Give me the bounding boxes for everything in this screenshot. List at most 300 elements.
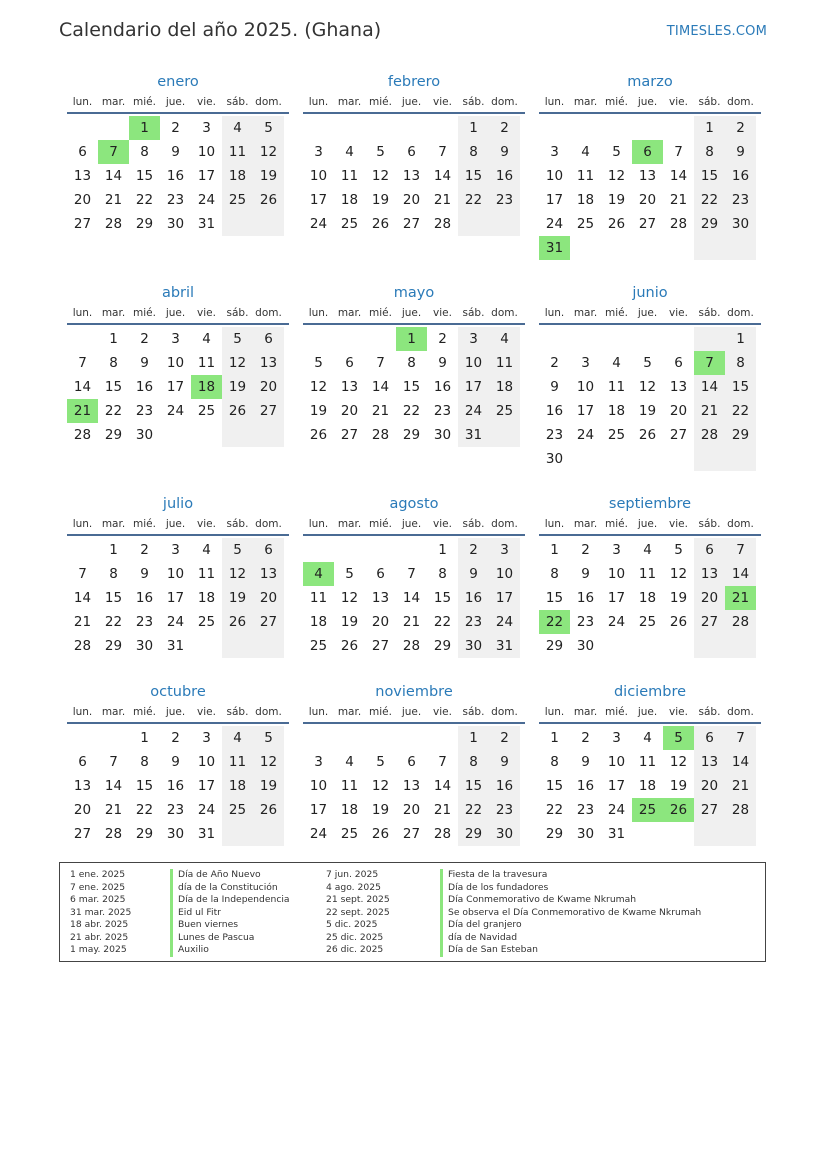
day-cell: 22 <box>402 403 421 419</box>
day-cell: 25 <box>607 427 626 443</box>
day-cell: 9 <box>489 750 520 774</box>
day-cell: 24 <box>166 403 185 419</box>
day-cell: 23 <box>166 802 185 818</box>
weekday-header <box>303 704 525 724</box>
weekday-label: mié. <box>605 518 628 530</box>
weekday-label: mar. <box>573 518 598 530</box>
weekday-label: sáb. <box>462 307 485 319</box>
day-cell: 9 <box>140 566 149 582</box>
day-cell: 15 <box>458 774 489 798</box>
day-cell: 7 <box>407 566 416 582</box>
legend-date: 18 abr. 2025 <box>70 919 129 930</box>
weekday-label: vie. <box>433 307 452 319</box>
day-cell: 12 <box>222 562 253 586</box>
empty-cell <box>253 212 284 236</box>
day-cell: 12 <box>371 778 390 794</box>
day-cell: 2 <box>489 726 520 750</box>
weekday-label: mié. <box>605 706 628 718</box>
empty-cell <box>539 116 570 140</box>
day-cell: 11 <box>197 355 216 371</box>
day-cell: 8 <box>458 140 489 164</box>
empty-cell <box>663 447 694 471</box>
day-cell: 2 <box>140 542 149 558</box>
day-grid <box>303 325 525 447</box>
legend-date: 7 jun. 2025 <box>326 869 379 880</box>
day-cell: 29 <box>458 822 489 846</box>
day-cell: 27 <box>253 399 284 423</box>
weekday-label: lun. <box>308 706 329 718</box>
legend-holiday-name: Buen viernes <box>178 919 239 930</box>
day-cell: 30 <box>576 826 595 842</box>
empty-cell <box>489 423 520 447</box>
day-cell: 23 <box>576 802 595 818</box>
day-cell: 14 <box>725 750 756 774</box>
day-cell: 16 <box>135 379 154 395</box>
day-cell: 29 <box>545 638 564 654</box>
day-cell: 9 <box>171 754 180 770</box>
legend-names-right <box>440 869 701 957</box>
month-name: enero <box>157 74 199 90</box>
empty-cell <box>601 236 632 260</box>
day-cell: 15 <box>104 379 123 395</box>
legend-date: 5 dic. 2025 <box>326 919 378 930</box>
day-cell: 6 <box>253 327 284 351</box>
day-cell: 28 <box>433 216 452 232</box>
day-cell: 22 <box>104 614 123 630</box>
holiday-cell: 5 <box>663 726 694 750</box>
day-cell: 23 <box>166 192 185 208</box>
empty-cell <box>632 634 663 658</box>
day-cell: 3 <box>171 331 180 347</box>
empty-cell <box>160 423 191 447</box>
day-cell: 11 <box>638 754 657 770</box>
weekday-label: mar. <box>101 706 126 718</box>
legend-holiday-name: Día de San Esteban <box>448 944 538 955</box>
day-cell: 17 <box>309 192 328 208</box>
day-cell: 4 <box>222 726 253 750</box>
day-cell: 5 <box>253 726 284 750</box>
day-cell: 8 <box>140 144 149 160</box>
day-cell: 24 <box>309 216 328 232</box>
day-cell: 8 <box>458 750 489 774</box>
day-cell: 10 <box>166 355 185 371</box>
day-cell: 26 <box>340 638 359 654</box>
weekday-label: mar. <box>573 96 598 108</box>
weekday-label: mié. <box>369 706 392 718</box>
day-cell: 6 <box>674 355 683 371</box>
empty-cell <box>67 116 98 140</box>
weekday-label: sáb. <box>462 518 485 530</box>
day-cell: 26 <box>371 216 390 232</box>
month-name: febrero <box>387 74 441 90</box>
day-cell: 27 <box>669 427 688 443</box>
day-cell: 5 <box>376 144 385 160</box>
empty-cell <box>725 634 756 658</box>
day-cell: 11 <box>638 566 657 582</box>
day-cell: 29 <box>104 427 123 443</box>
day-cell: 11 <box>222 750 253 774</box>
day-grid <box>303 114 525 236</box>
day-cell: 23 <box>576 614 595 630</box>
day-cell: 2 <box>140 331 149 347</box>
holiday-cell: 1 <box>396 327 427 351</box>
day-cell: 7 <box>438 144 447 160</box>
day-cell: 26 <box>371 826 390 842</box>
day-cell: 4 <box>581 144 590 160</box>
brand-link[interactable]: TIMESLES.COM <box>666 24 767 39</box>
month-name: julio <box>162 496 194 512</box>
empty-cell <box>601 327 632 351</box>
day-cell: 28 <box>694 423 725 447</box>
month-name: marzo <box>627 74 673 90</box>
day-cell: 22 <box>458 798 489 822</box>
weekday-label: dom. <box>491 518 518 530</box>
day-cell: 21 <box>433 192 452 208</box>
legend-date: 7 ene. 2025 <box>70 881 126 893</box>
empty-cell <box>334 327 365 351</box>
weekday-label: vie. <box>197 307 216 319</box>
empty-cell <box>725 447 756 471</box>
empty-cell <box>663 116 694 140</box>
day-cell: 18 <box>197 590 216 606</box>
day-grid <box>303 724 525 846</box>
day-cell: 22 <box>135 802 154 818</box>
day-cell: 28 <box>725 610 756 634</box>
weekday-label: mar. <box>337 96 362 108</box>
holiday-cell: 18 <box>191 375 222 399</box>
day-cell: 17 <box>166 590 185 606</box>
weekday-label: mié. <box>369 96 392 108</box>
empty-cell <box>663 327 694 351</box>
day-cell: 12 <box>253 140 284 164</box>
weekday-label: dom. <box>491 307 518 319</box>
day-cell: 5 <box>253 116 284 140</box>
weekday-label: sáb. <box>698 706 721 718</box>
day-cell: 14 <box>433 778 452 794</box>
weekday-label: sáb. <box>698 307 721 319</box>
day-cell: 28 <box>725 798 756 822</box>
weekday-label: lun. <box>72 307 93 319</box>
day-cell: 23 <box>135 614 154 630</box>
day-cell: 6 <box>694 726 725 750</box>
month-agosto <box>303 494 525 658</box>
day-cell: 21 <box>104 192 123 208</box>
weekday-label: jue. <box>165 96 186 108</box>
empty-cell <box>427 116 458 140</box>
day-cell: 1 <box>109 542 118 558</box>
day-cell: 15 <box>458 164 489 188</box>
day-cell: 19 <box>669 590 688 606</box>
day-cell: 8 <box>140 754 149 770</box>
day-cell: 31 <box>607 826 626 842</box>
day-cell: 26 <box>253 188 284 212</box>
month-noviembre <box>303 682 525 846</box>
day-cell: 17 <box>489 586 520 610</box>
day-cell: 24 <box>309 826 328 842</box>
day-cell: 29 <box>725 423 756 447</box>
day-cell: 30 <box>489 822 520 846</box>
day-cell: 12 <box>638 379 657 395</box>
day-cell: 9 <box>489 140 520 164</box>
legend-date: 6 mar. 2025 <box>70 894 126 905</box>
day-cell: 7 <box>109 754 118 770</box>
day-cell: 5 <box>376 754 385 770</box>
day-cell: 11 <box>489 351 520 375</box>
day-cell: 14 <box>104 168 123 184</box>
day-grid <box>67 536 289 658</box>
weekday-label: vie. <box>433 706 452 718</box>
day-cell: 7 <box>725 538 756 562</box>
weekday-label: dom. <box>255 307 282 319</box>
weekday-header <box>303 94 525 114</box>
day-cell: 15 <box>135 778 154 794</box>
day-cell: 6 <box>694 538 725 562</box>
empty-cell <box>570 116 601 140</box>
empty-cell <box>570 447 601 471</box>
day-cell: 23 <box>489 798 520 822</box>
day-cell: 18 <box>638 590 657 606</box>
legend-holiday-name: Día de los fundadores <box>448 881 549 893</box>
legend-date: 22 sept. 2025 <box>326 906 390 918</box>
day-cell: 13 <box>402 168 421 184</box>
legend-date: 21 sept. 2025 <box>326 894 390 905</box>
day-cell: 13 <box>402 778 421 794</box>
empty-cell <box>191 634 222 658</box>
weekday-label: mié. <box>605 307 628 319</box>
weekday-label: vie. <box>669 307 688 319</box>
day-cell: 17 <box>607 590 626 606</box>
day-cell: 7 <box>376 355 385 371</box>
day-cell: 20 <box>402 802 421 818</box>
day-cell: 19 <box>340 614 359 630</box>
day-cell: 7 <box>725 726 756 750</box>
month-name: septiembre <box>608 496 692 512</box>
month-name: junio <box>632 285 668 301</box>
day-cell: 15 <box>725 375 756 399</box>
empty-cell <box>253 822 284 846</box>
day-cell: 18 <box>340 192 359 208</box>
day-cell: 27 <box>73 826 92 842</box>
day-cell: 3 <box>612 542 621 558</box>
day-cell: 24 <box>458 399 489 423</box>
weekday-label: mié. <box>133 307 156 319</box>
day-cell: 7 <box>438 754 447 770</box>
day-cell: 2 <box>438 331 447 347</box>
day-cell: 30 <box>545 451 564 467</box>
legend-holiday-name: día de Navidad <box>448 931 518 943</box>
day-cell: 19 <box>638 403 657 419</box>
empty-cell <box>632 327 663 351</box>
day-cell: 30 <box>458 634 489 658</box>
day-cell: 16 <box>166 778 185 794</box>
legend-date: 21 abr. 2025 <box>70 931 129 943</box>
weekday-label: sáb. <box>226 706 249 718</box>
day-cell: 11 <box>222 140 253 164</box>
day-cell: 21 <box>371 403 390 419</box>
day-cell: 25 <box>197 614 216 630</box>
day-cell: 3 <box>314 144 323 160</box>
weekday-label: sáb. <box>226 518 249 530</box>
weekday-label: vie. <box>433 96 452 108</box>
empty-cell <box>303 538 334 562</box>
day-cell: 8 <box>550 566 559 582</box>
day-cell: 27 <box>694 610 725 634</box>
weekday-header <box>539 94 761 114</box>
empty-cell <box>458 212 489 236</box>
day-cell: 22 <box>433 614 452 630</box>
day-cell: 23 <box>545 427 564 443</box>
weekday-label: dom. <box>491 706 518 718</box>
day-cell: 25 <box>197 403 216 419</box>
weekday-label: sáb. <box>698 518 721 530</box>
empty-cell <box>632 116 663 140</box>
weekday-label: sáb. <box>226 96 249 108</box>
day-cell: 30 <box>135 427 154 443</box>
weekday-label: mié. <box>605 96 628 108</box>
legend-dates-right <box>326 869 390 957</box>
weekday-label: sáb. <box>698 96 721 108</box>
day-cell: 24 <box>197 192 216 208</box>
day-cell: 28 <box>104 216 123 232</box>
empty-cell <box>694 822 725 846</box>
day-cell: 9 <box>550 379 559 395</box>
weekday-header <box>67 516 289 536</box>
day-cell: 25 <box>340 826 359 842</box>
day-cell: 28 <box>433 826 452 842</box>
day-cell: 20 <box>371 614 390 630</box>
day-cell: 24 <box>607 614 626 630</box>
month-abril <box>67 283 289 447</box>
day-cell: 23 <box>489 188 520 212</box>
day-grid <box>539 724 761 846</box>
day-cell: 23 <box>135 403 154 419</box>
empty-cell <box>570 327 601 351</box>
day-cell: 13 <box>669 379 688 395</box>
day-cell: 29 <box>135 216 154 232</box>
day-cell: 30 <box>725 212 756 236</box>
day-cell: 12 <box>309 379 328 395</box>
weekday-label: jue. <box>637 706 658 718</box>
day-cell: 31 <box>458 423 489 447</box>
day-cell: 24 <box>197 802 216 818</box>
weekday-header <box>67 305 289 325</box>
day-cell: 10 <box>576 379 595 395</box>
weekday-label: dom. <box>491 96 518 108</box>
day-cell: 23 <box>433 403 452 419</box>
day-cell: 11 <box>197 566 216 582</box>
legend-holiday-name: Fiesta de la travesura <box>448 869 548 880</box>
weekday-header <box>67 94 289 114</box>
weekday-label: jue. <box>637 518 658 530</box>
day-cell: 17 <box>197 778 216 794</box>
day-cell: 15 <box>135 168 154 184</box>
holiday-cell: 26 <box>663 798 694 822</box>
day-cell: 21 <box>104 802 123 818</box>
day-cell: 19 <box>669 778 688 794</box>
day-cell: 22 <box>725 399 756 423</box>
day-cell: 17 <box>545 192 564 208</box>
weekday-label: dom. <box>727 307 754 319</box>
day-cell: 21 <box>725 774 756 798</box>
day-cell: 5 <box>222 538 253 562</box>
day-cell: 3 <box>612 730 621 746</box>
day-cell: 4 <box>345 144 354 160</box>
day-cell: 17 <box>607 778 626 794</box>
legend-date: 26 dic. 2025 <box>326 944 384 955</box>
holiday-cell: 31 <box>539 236 570 260</box>
day-cell: 5 <box>345 566 354 582</box>
weekday-label: dom. <box>255 96 282 108</box>
month-febrero <box>303 72 525 236</box>
empty-cell <box>427 726 458 750</box>
weekday-label: jue. <box>637 96 658 108</box>
empty-cell <box>222 212 253 236</box>
day-cell: 17 <box>197 168 216 184</box>
weekday-label: lun. <box>72 518 93 530</box>
day-cell: 18 <box>340 802 359 818</box>
page-title: Calendario del año 2025. (Ghana) <box>59 19 382 41</box>
day-cell: 31 <box>197 826 216 842</box>
weekday-label: lun. <box>72 706 93 718</box>
legend-holiday-name: Día del granjero <box>448 919 522 930</box>
weekday-label: mar. <box>337 706 362 718</box>
holiday-cell: 21 <box>67 399 98 423</box>
weekday-label: vie. <box>669 96 688 108</box>
empty-cell <box>570 236 601 260</box>
day-cell: 6 <box>407 754 416 770</box>
day-cell: 9 <box>438 355 447 371</box>
empty-cell <box>222 634 253 658</box>
weekday-label: jue. <box>401 307 422 319</box>
day-cell: 16 <box>489 774 520 798</box>
day-cell: 26 <box>222 610 253 634</box>
month-name: diciembre <box>613 684 687 700</box>
day-cell: 13 <box>253 351 284 375</box>
empty-cell <box>222 423 253 447</box>
day-cell: 17 <box>458 375 489 399</box>
day-cell: 30 <box>433 427 452 443</box>
empty-cell <box>396 538 427 562</box>
day-cell: 16 <box>458 586 489 610</box>
day-cell: 1 <box>438 542 447 558</box>
day-cell: 5 <box>612 144 621 160</box>
day-cell: 30 <box>576 638 595 654</box>
day-cell: 5 <box>222 327 253 351</box>
legend-holiday-name: Día de la Independencia <box>178 894 290 905</box>
day-cell: 10 <box>309 778 328 794</box>
day-cell: 3 <box>202 120 211 136</box>
empty-cell <box>663 634 694 658</box>
weekday-label: jue. <box>165 307 186 319</box>
day-cell: 10 <box>309 168 328 184</box>
weekday-label: lun. <box>72 96 93 108</box>
day-cell: 28 <box>371 427 390 443</box>
day-cell: 11 <box>340 168 359 184</box>
day-cell: 29 <box>402 427 421 443</box>
day-cell: 20 <box>694 774 725 798</box>
weekday-header <box>539 305 761 325</box>
day-cell: 21 <box>433 802 452 818</box>
day-cell: 29 <box>545 826 564 842</box>
day-cell: 1 <box>458 116 489 140</box>
day-cell: 1 <box>550 730 559 746</box>
day-cell: 28 <box>73 638 92 654</box>
empty-cell <box>253 634 284 658</box>
empty-cell <box>98 726 129 750</box>
day-cell: 5 <box>674 542 683 558</box>
day-cell: 9 <box>171 144 180 160</box>
month-diciembre <box>539 682 761 846</box>
